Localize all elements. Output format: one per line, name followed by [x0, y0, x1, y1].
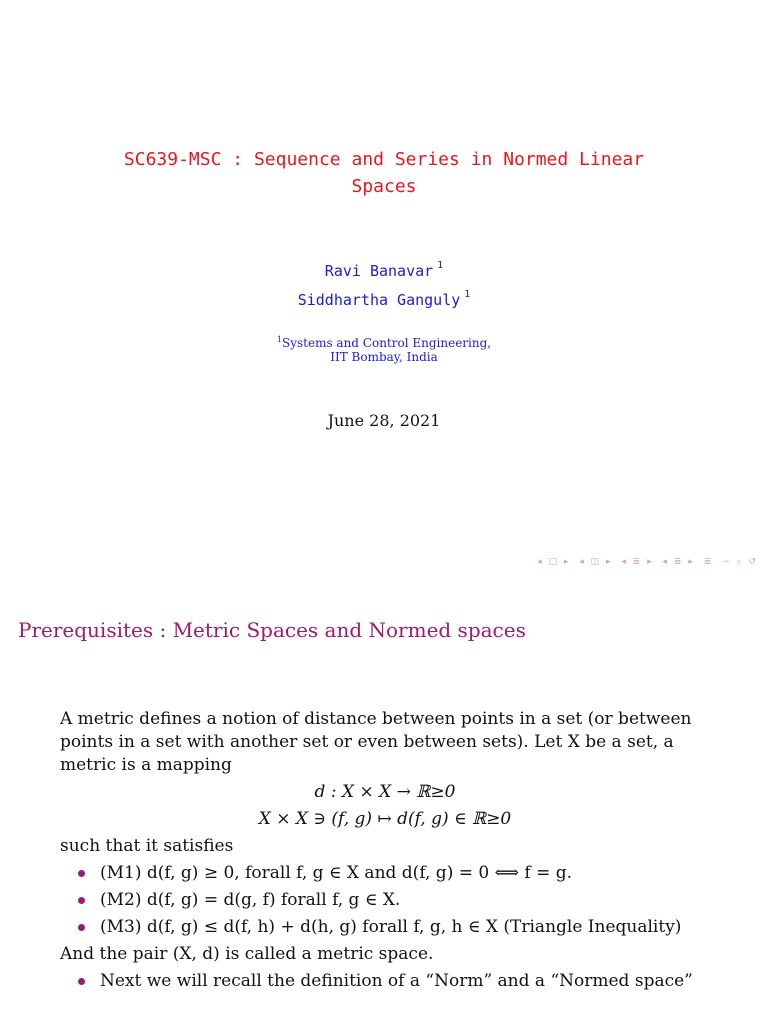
bullet-icon: [78, 897, 85, 904]
author-1: [0, 254, 768, 283]
affiliation-mark: 1: [276, 335, 282, 344]
metric-axioms-list: [60, 862, 710, 939]
beamer-navigation-bar: [533, 557, 758, 567]
author-2: [0, 283, 768, 312]
list-item: (M1) d(f, g) ≥ 0, forall f, g ∈ X and d(f, g) = 0 ⟺ f = g.: [78, 862, 710, 885]
frame-title: Prerequisites : Metric Spaces and Normed spaces: [18, 618, 526, 642]
affiliation-mark: 1: [464, 289, 471, 300]
affiliation-mark: 1: [437, 260, 444, 271]
nav-subsection-list-icon[interactable]: ◂ ≣ ▸: [662, 557, 695, 567]
title-line-1: SC639-MSC : Sequence and Series in Normed Linear: [123, 149, 645, 170]
nav-search-back-icon[interactable]: ∽ ⌕ ↺: [722, 557, 758, 567]
next-topics-list: [60, 970, 710, 993]
equation-mapping: d : X × X → ℝ≥0: [314, 782, 456, 802]
list-item: (M2) d(f, g) = d(g, f) forall f, g ∈ X.: [78, 889, 710, 912]
affiliation-line-2: IIT Bombay, India: [330, 350, 438, 364]
slide-body: [60, 708, 710, 997]
author-name: Ravi Banavar: [324, 262, 434, 280]
nav-section-icon[interactable]: ◂ ≣ ▸: [621, 557, 654, 567]
nav-subsection-icon[interactable]: ◂ ◫ ▸: [579, 557, 613, 567]
author-name: Siddhartha Ganguly: [297, 291, 461, 309]
presentation-title: [0, 146, 768, 200]
bullet-icon: [78, 924, 85, 931]
intro-paragraph: A metric defines a notion of distance between points in a set (or between points in a set with another set or even between sets). Let X be a set, a metric is a mapping: [60, 709, 692, 775]
equation-assignment: X × X ∋ (f, g) ↦ d(f, g) ∈ ℝ≥0: [258, 809, 512, 829]
such-that-text: such that it satisfies: [60, 836, 234, 856]
presentation-date: June 28, 2021: [327, 411, 441, 430]
nav-outline-icon[interactable]: ≣: [703, 557, 714, 567]
author-list: [0, 254, 768, 312]
affiliation-line-1: Systems and Control Engineering,: [281, 336, 492, 350]
content-slide: [0, 580, 768, 1024]
bullet-icon: [78, 870, 85, 877]
bullet-icon: [78, 978, 85, 985]
title-line-2: Spaces: [351, 176, 417, 197]
nav-frame-icon[interactable]: ◂ □ ▸: [537, 557, 571, 567]
affiliation: [0, 333, 768, 364]
list-item: Next we will recall the definition of a “Norm” and a “Normed space”: [78, 970, 710, 993]
metric-space-definition: And the pair (X, d) is called a metric space.: [60, 944, 434, 964]
list-item: (M3) d(f, g) ≤ d(f, h) + d(h, g) forall f, g, h ∈ X (Triangle Inequality): [78, 916, 710, 939]
